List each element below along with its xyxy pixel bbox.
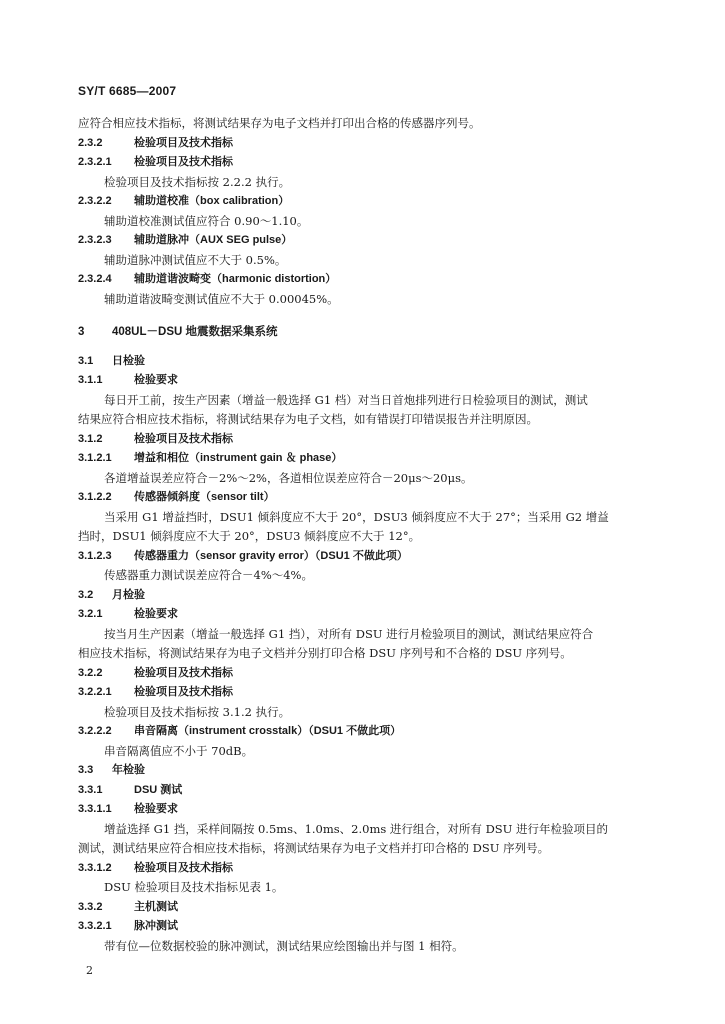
section-heading [78,134,648,154]
paragraph-continuation: 结果应符合相应技术指标，将测试结果存为电子文档，如有错误打印错误报告并注明原因。 [78,412,538,426]
section-title: 日检验 [112,354,145,367]
section-number: 2.3.2 [78,136,103,149]
section-heading [78,488,648,508]
section-heading [78,898,648,918]
section-heading [78,270,648,290]
paragraph-continuation: 应符合相应技术指标，将测试结果存为电子文档并打印出合格的传感器序列号。 [78,116,481,130]
section-heading [78,231,648,251]
section-heading [78,781,648,801]
section-number: 3.2.2.2 [78,725,112,737]
section-title: 主机测试 [134,900,178,913]
document-body [78,114,648,956]
section-heading [78,761,648,781]
section-heading [78,586,648,606]
section-number: 2.3.2.1 [78,156,112,168]
paragraph-line: 辅助道校准测试值应符合 0.90～1.10。 [104,213,309,228]
section-heading [78,722,648,742]
section-title: 传感器倾斜度（sensor tilt） [134,491,275,503]
section-number: 3.2 [78,588,94,601]
section-number: 3.1.1 [78,374,103,386]
paragraph-continuation: 测试，测试结果应符合相应技术指标，将测试结果存为电子文档并打印合格的 DSU 序列号。 [78,841,550,855]
paragraph-line: 增益选择 G1 挡，采样间隔按 0.5ms、1.0ms、2.0ms 进行组合，对所有 DSU 进行年检验项目的 [104,821,609,836]
section-number: 3.2.2.1 [78,686,112,698]
chapter-heading [78,323,648,343]
section-title: 辅助道谐波畸变（harmonic distortion） [134,273,337,285]
section-heading [78,605,648,625]
paragraph-line: 带有位—位数据校验的脉冲测试，测试结果应绘图输出并与图 1 相符。 [104,938,464,953]
paragraph-line: 辅助道脉冲测试值应不大于 0.5%。 [104,252,287,267]
section-number: 3.1.2 [78,432,103,445]
paragraph-line: 检验项目及技术指标按 2.2.2 执行。 [104,174,291,189]
section-number: 3.3 [78,764,94,776]
paragraph-line: 各道增益误差应符合－2%～2%，各道相位误差应符合－20μs～20μs。 [104,470,473,485]
section-number: 3.2.2 [78,666,103,679]
section-title: 辅助道脉冲（AUX SEG pulse） [134,234,293,246]
paragraph-continuation: 相应技术指标，将测试结果存为电子文档并分别打印合格 DSU 序列号和不合格的 DSU 序列号。 [78,646,572,660]
section-heading [78,371,648,391]
section-title: 检验要求 [134,374,178,386]
section-number: 3.1.2.3 [78,549,112,562]
section-title: 检验要求 [134,608,178,620]
section-title: 检验项目及技术指标 [134,666,233,679]
paragraph-line: 当采用 G1 增益挡时，DSU1 倾斜度应不大于 20°，DSU3 倾斜度应不大于 27°；当采用 G2 增益 [104,509,609,524]
section-title: 脉冲测试 [134,920,178,932]
section-heading [78,153,648,173]
section-title: 检验要求 [134,803,178,815]
section-title: DSU 测试 [134,783,183,796]
section-title: 检验项目及技术指标 [134,686,233,698]
section-title: 串音隔离（instrument crosstalk）（DSU1 不做此项） [134,725,402,737]
section-heading [78,449,648,469]
section-number: 3.3.1.2 [78,861,112,874]
section-number: 2.3.2.3 [78,234,112,246]
section-number: 3.3.2 [78,900,103,913]
paragraph-line: 检验项目及技术指标按 3.1.2 执行。 [104,704,291,719]
section-number: 3.2.1 [78,608,103,620]
section-number: 3.1.2.2 [78,491,112,503]
section-heading [78,192,648,212]
section-title: 月检验 [112,588,145,601]
standard-code-header: SY/T 6685—2007 [78,84,177,98]
section-heading [78,859,648,879]
section-number: 3.1 [78,354,94,367]
section-title: 辅助道校准（box calibration） [134,195,290,207]
section-number: 3.3.2.1 [78,920,112,932]
paragraph-line: 辅助道谐波畸变测试值应不大于 0.00045%。 [104,291,339,306]
section-title: 增益和相位（instrument gain ＆ phase） [134,452,343,464]
section-heading [78,664,648,684]
section-title: 年检验 [112,764,145,776]
paragraph-line: 每日开工前，按生产因素（增益一般选择 G1 档）对当日首炮排列进行日检验项目的测试，测试 [104,392,588,407]
section-number: 3.3.1 [78,783,103,796]
paragraph-continuation: 挡时，DSU1 倾斜度应不大于 20°，DSU3 倾斜度应不大于 12°。 [78,529,421,543]
section-heading [78,430,648,450]
section-number: 3.1.2.1 [78,452,112,464]
section-heading [78,352,648,372]
paragraph-line: DSU 检验项目及技术指标见表 1。 [104,880,284,894]
paragraph-line: 按当月生产因素（增益一般选择 G1 挡），对所有 DSU 进行月检验项目的测试，测试结果应符合 [104,626,594,641]
section-title: 检验项目及技术指标 [134,156,233,168]
section-heading [78,917,648,937]
section-heading [78,800,648,820]
section-title: 传感器重力（sensor gravity error）（DSU1 不做此项） [134,549,408,562]
section-heading [78,683,648,703]
section-number: 2.3.2.2 [78,195,112,207]
page-number: 2 [86,964,93,977]
section-number: 2.3.2.4 [78,273,112,285]
section-title: 检验项目及技术指标 [134,861,233,874]
section-number: 3.3.1.1 [78,803,112,815]
section-heading [78,547,648,567]
section-title: 检验项目及技术指标 [134,432,233,445]
section-number: 3 [78,326,85,338]
section-title: 检验项目及技术指标 [134,136,233,149]
section-title: 408UL－DSU 地震数据采集系统 [112,326,278,338]
paragraph-line: 串音隔离值应不小于 70dB。 [104,743,254,758]
paragraph-line: 传感器重力测试误差应符合－4%～4%。 [104,568,313,582]
